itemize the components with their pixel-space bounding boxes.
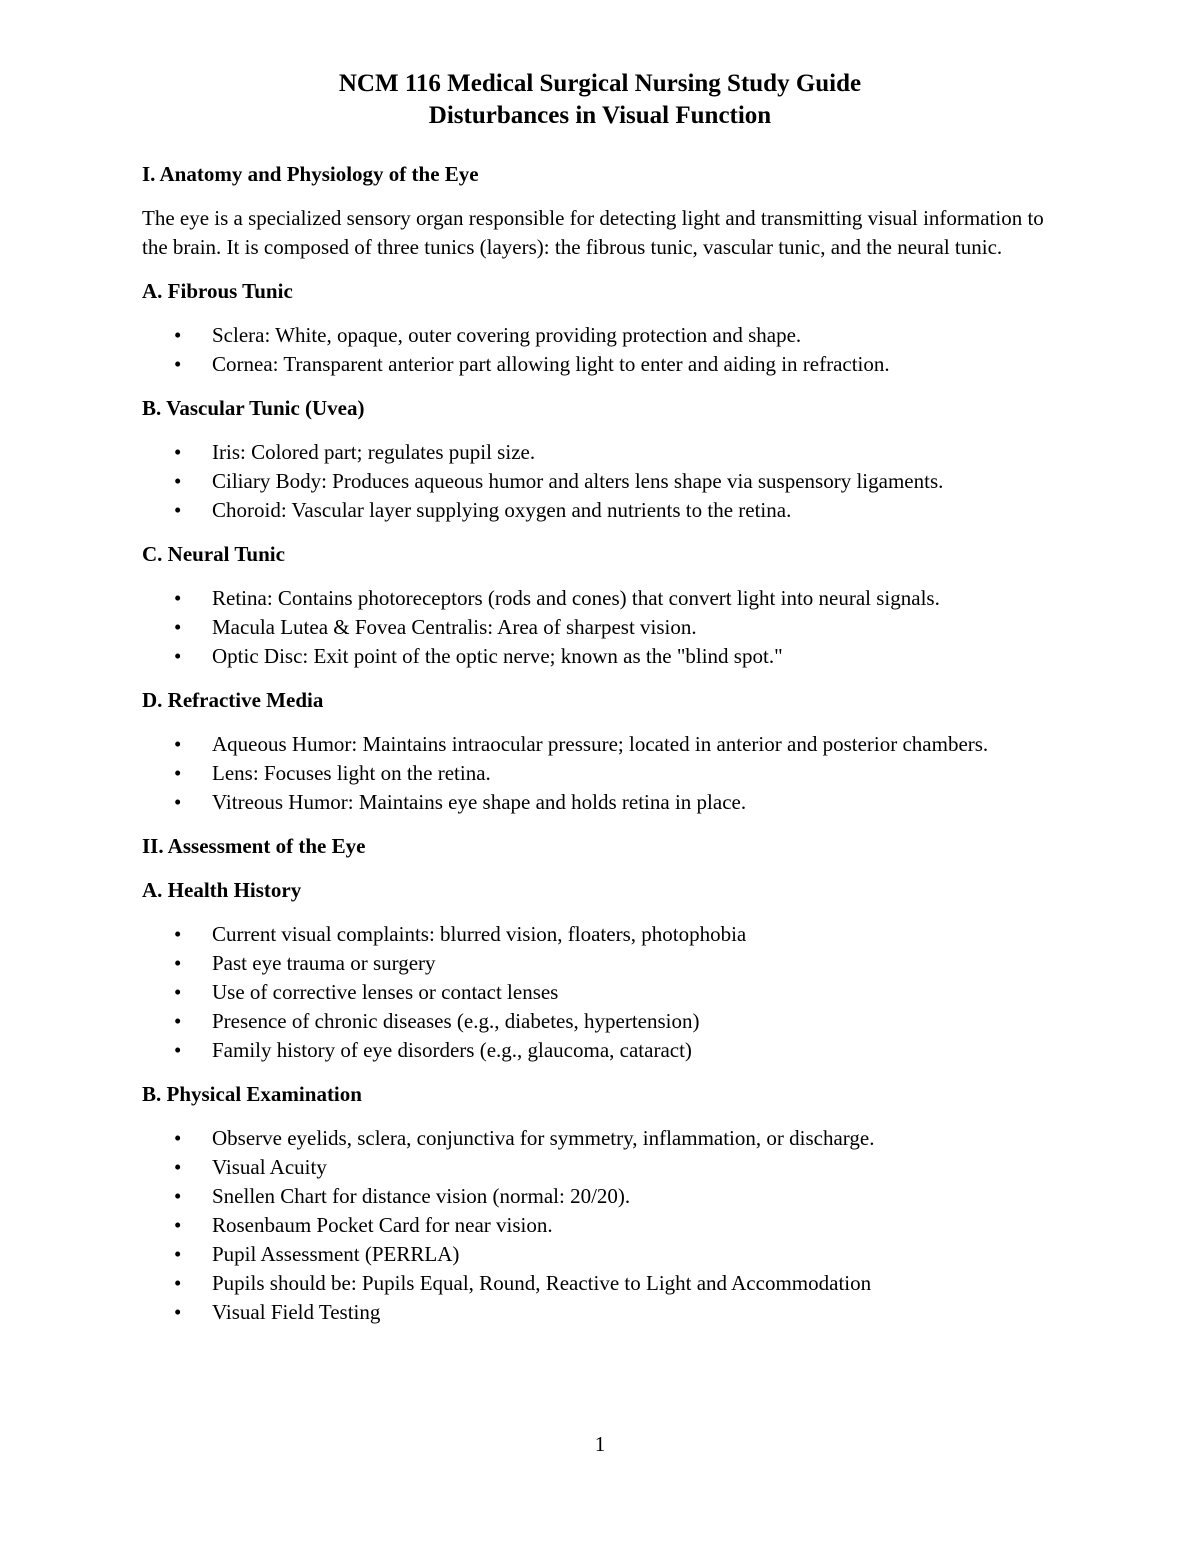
bullet-icon: • [174,1009,182,1033]
list-item [142,496,1062,525]
bullet-icon: • [174,615,182,639]
bullet-icon: • [174,790,182,814]
list-item-text: Retina: Contains photoreceptors (rods and cones) that convert light into neural signals. [212,586,940,610]
list-item-text: Vitreous Humor: Maintains eye shape and holds retina in place. [212,790,747,814]
list-item [142,1036,1062,1065]
list-item-text: Rosenbaum Pocket Card for near vision. [212,1213,553,1237]
bullet-icon: • [174,951,182,975]
bullet-icon: • [174,352,182,376]
list-item-text: Cornea: Transparent anterior part allowing light to enter and aiding in refraction. [212,352,890,376]
list-item [142,438,1062,467]
document-body [142,160,1062,1342]
list-item [142,1182,1062,1211]
list-item [142,1211,1062,1240]
bullet-list-vascular-tunic [142,438,1062,525]
list-item [142,350,1062,379]
list-item-text: Family history of eye disorders (e.g., glaucoma, cataract) [212,1038,692,1062]
subsection-heading-vascular-tunic: B. Vascular Tunic (Uvea) [142,396,365,420]
bullet-icon: • [174,469,182,493]
list-item [142,978,1062,1007]
list-item-text: Sclera: White, opaque, outer covering providing protection and shape. [212,323,802,347]
bullet-icon: • [174,1155,182,1179]
list-item [142,759,1062,788]
list-item [142,321,1062,350]
bullet-icon: • [174,980,182,1004]
document-title: NCM 116 Medical Surgical Nursing Study Guide [338,70,862,97]
list-item-text: Ciliary Body: Produces aqueous humor and alters lens shape via suspensory ligaments. [212,469,944,493]
list-item [142,1298,1062,1327]
bullet-list-health-history [142,920,1062,1065]
list-item [142,1240,1062,1269]
subsection-heading-health-history: A. Health History [142,878,302,902]
list-item [142,584,1062,613]
list-item-text: Lens: Focuses light on the retina. [212,761,491,785]
list-item-text: Presence of chronic diseases (e.g., diabetes, hypertension) [212,1009,700,1033]
bullet-icon: • [174,1213,182,1237]
subsection-heading-fibrous-tunic: A. Fibrous Tunic [142,279,293,303]
title-block [0,68,1200,132]
bullet-icon: • [174,1271,182,1295]
list-item-text: Macula Lutea & Fovea Centralis: Area of sharpest vision. [212,615,697,639]
list-item [142,1124,1062,1153]
list-item [142,920,1062,949]
section-heading-assessment: II. Assessment of the Eye [142,834,366,858]
list-item [142,730,1062,759]
list-item-text: Visual Acuity [212,1155,327,1179]
list-item-text: Past eye trauma or surgery [212,951,436,975]
bullet-icon: • [174,323,182,347]
bullet-list-fibrous-tunic [142,321,1062,379]
bullet-icon: • [174,1242,182,1266]
subsection-heading-physical-exam: B. Physical Examination [142,1082,362,1106]
list-item-text: Use of corrective lenses or contact lenses [212,980,559,1004]
list-item-text: Current visual complaints: blurred vision, floaters, photophobia [212,922,747,946]
list-item [142,1153,1062,1182]
bullet-icon: • [174,1184,182,1208]
bullet-list-refractive-media [142,730,1062,817]
list-item-text: Observe eyelids, sclera, conjunctiva for symmetry, inflammation, or discharge. [212,1126,875,1150]
bullet-icon: • [174,922,182,946]
bullet-icon: • [174,732,182,756]
list-item [142,1269,1062,1298]
subsection-heading-refractive-media: D. Refractive Media [142,688,324,712]
bullet-icon: • [174,586,182,610]
section-intro-paragraph: The eye is a specialized sensory organ responsible for detecting light and transmitting visual information to the brain. It is composed of three tunics (layers): the fibrous tunic, vascular tunic, and the neural tunic. [142,206,1044,259]
bullet-icon: • [174,1126,182,1150]
list-item [142,788,1062,817]
section-heading-anatomy: I. Anatomy and Physiology of the Eye [142,162,479,186]
list-item [142,613,1062,642]
list-item-text: Pupil Assessment (PERRLA) [212,1242,460,1266]
list-item [142,642,1062,671]
list-item-text: Visual Field Testing [212,1300,381,1324]
list-item-text: Choroid: Vascular layer supplying oxygen and nutrients to the retina. [212,498,792,522]
list-item [142,949,1062,978]
bullet-icon: • [174,1300,182,1324]
bullet-icon: • [174,644,182,668]
bullet-icon: • [174,761,182,785]
document-subtitle: Disturbances in Visual Function [428,102,772,129]
subsection-heading-neural-tunic: C. Neural Tunic [142,542,285,566]
list-item [142,1007,1062,1036]
list-item-text: Iris: Colored part; regulates pupil size. [212,440,536,464]
list-item-text: Optic Disc: Exit point of the optic nerve; known as the "blind spot." [212,644,783,668]
list-item-text: Aqueous Humor: Maintains intraocular pressure; located in anterior and posterior chambers. [212,732,989,756]
list-item-text: Snellen Chart for distance vision (normal: 20/20). [212,1184,631,1208]
page-number: 1 [594,1432,606,1456]
bullet-list-physical-exam [142,1124,1062,1327]
bullet-icon: • [174,1038,182,1062]
bullet-icon: • [174,440,182,464]
bullet-icon: • [174,498,182,522]
list-item [142,467,1062,496]
bullet-list-neural-tunic [142,584,1062,671]
list-item-text: Pupils should be: Pupils Equal, Round, Reactive to Light and Accommodation [212,1271,872,1295]
